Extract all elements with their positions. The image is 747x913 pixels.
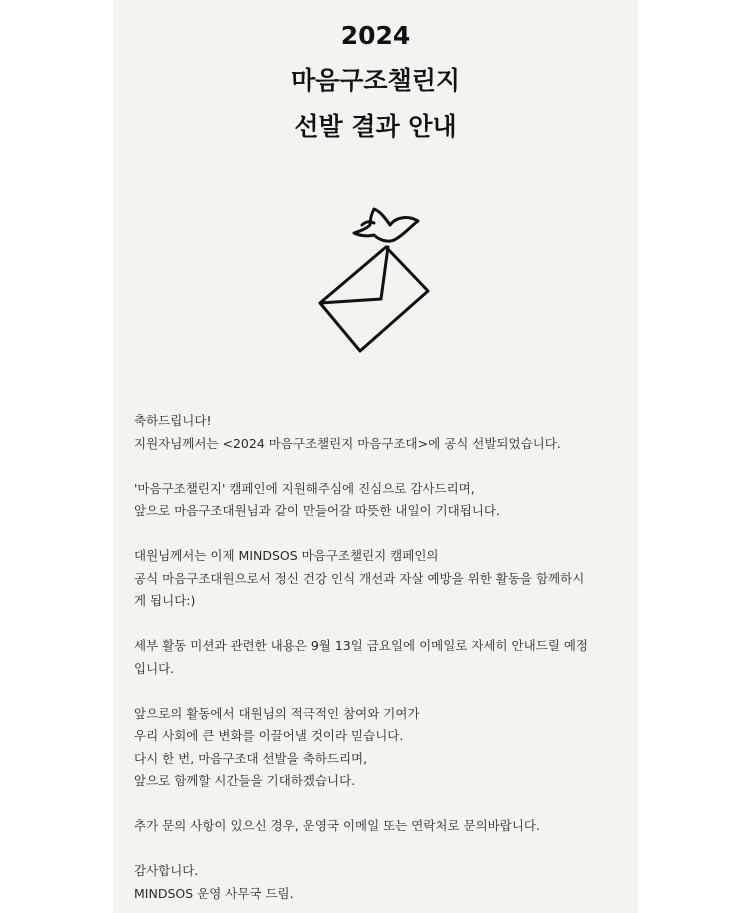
header-title: 마음구조챌린지: [290, 66, 461, 95]
closing-thanks: 감사합니다.: [134, 863, 199, 878]
message-body: [134, 410, 624, 905]
message-line: 게 됩니다:): [134, 593, 196, 608]
message-line: 입니다.: [134, 660, 175, 676]
message-line: 우리 사회에 큰 변화를 이끌어낼 것이라 믿습니다.: [134, 728, 404, 743]
bird-carrying-envelope-icon: [318, 203, 438, 355]
message-line: 다시 한 번, 마음구조대 선발을 축하드리며,: [134, 750, 368, 766]
message-line: 앞으로 마음구조대원님과 같이 만들어갈 따뜻한 내일이 기대됩니다.: [134, 503, 500, 518]
message-line: 대원님께서는 이제 MINDSOS 마음구조챌린지 캠페인의: [134, 548, 439, 563]
header-year: 2024: [340, 21, 411, 50]
header-subtitle: 선발 결과 안내: [294, 112, 457, 141]
message-line: 지원자님께서는 <2024 마음구조챌린지 마음구조대>에 공식 선발되었습니다.: [134, 435, 561, 451]
message-line: '마음구조챌린지' 캠페인에 지원해주심에 진심으로 감사드리며,: [134, 480, 475, 496]
message-line: 앞으로 함께할 시간들을 기대하겠습니다.: [134, 773, 356, 788]
email-card: [113, 0, 638, 913]
message-line: 추가 문의 사항이 있으신 경우, 운영국 이메일 또는 연락처로 문의바랍니다.: [134, 818, 540, 833]
message-line: 축하드립니다!: [134, 413, 212, 428]
signature: MINDSOS 운영 사무국 드림.: [134, 885, 294, 901]
message-line: 앞으로의 활동에서 대원님의 적극적인 참여와 기여가: [134, 705, 420, 721]
message-line: 세부 활동 미션과 관련한 내용은 9월 13일 금요일에 이메일로 자세히 안내드릴 예정: [134, 638, 588, 653]
message-line: 공식 마음구조대원으로서 정신 건강 인식 개선과 자살 예방을 위한 활동을 함께하시: [134, 570, 585, 586]
